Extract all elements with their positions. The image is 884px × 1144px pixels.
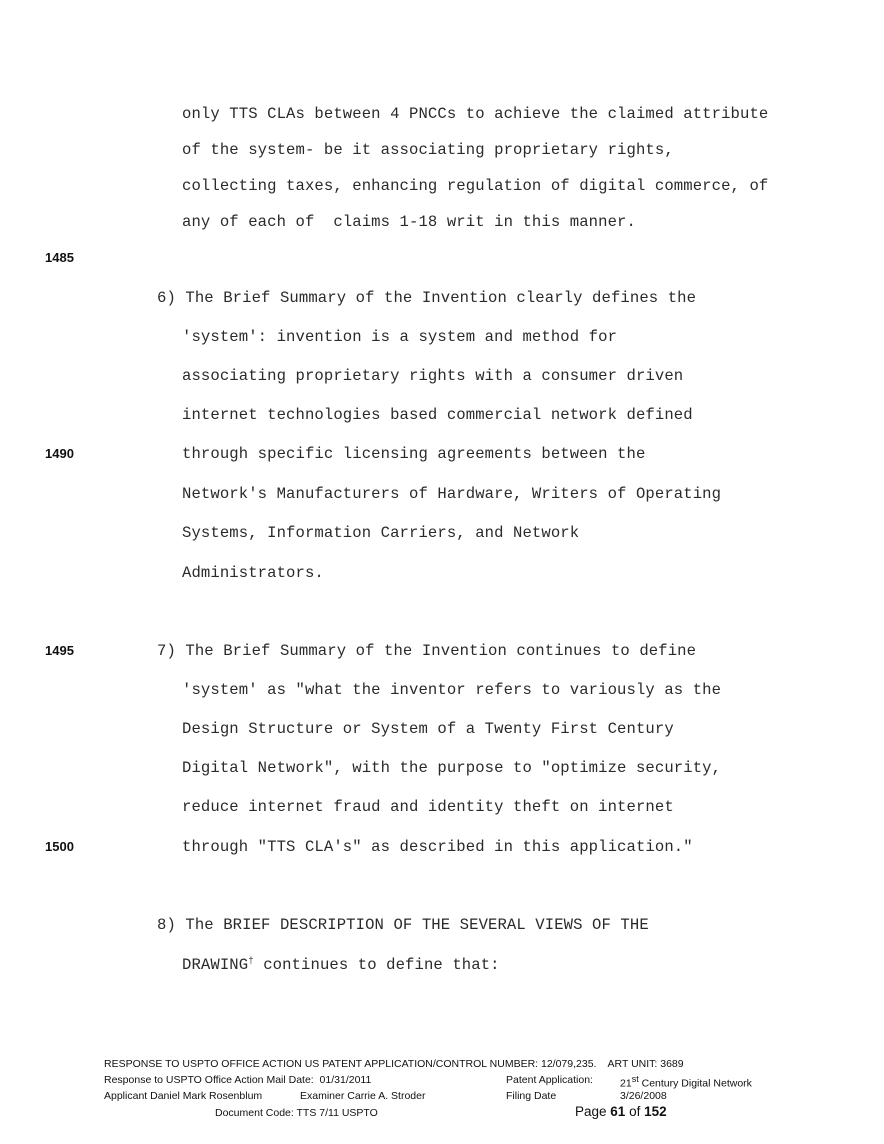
body-line: Design Structure or System of a Twenty First Century [182,720,674,738]
footer-examiner: Examiner Carrie A. Stroder [300,1090,426,1102]
body-line: associating proprietary rights with a consumer driven [182,367,684,385]
body-line: of the system- be it associating proprietary rights, [182,141,674,159]
century-suffix: st [631,1074,639,1084]
body-line: 7) The Brief Summary of the Invention continues to define [157,642,697,660]
body-line: reduce internet fraud and identity theft on internet [182,798,674,816]
body-line: any of each of claims 1-18 writ in this manner. [182,213,636,231]
body-line: internet technologies based commercial network defined [182,406,693,424]
page-number: 61 [610,1104,626,1119]
footer-filing-date: 3/26/2008 [620,1090,667,1102]
page-total: 152 [644,1104,667,1119]
body-line [182,956,500,974]
body-line: 'system': invention is a system and method for [182,328,618,346]
body-line: through specific licensing agreements between the [182,445,646,463]
body-line: Digital Network", with the purpose to "optimize security, [182,759,722,777]
body-line: 'system' as "what the inventor refers to variously as the [182,681,722,699]
century-rest: Century Digital Network [638,1077,752,1090]
line-number: 1500 [45,839,74,854]
footer-applicant: Applicant Daniel Mark Rosenblum [104,1090,263,1102]
body-line: Administrators. [182,564,324,582]
drawing-continuation: continues to define that: [253,956,500,975]
body-line: only TTS CLAs between 4 PNCCs to achieve the claimed attribute [182,105,769,123]
body-line: collecting taxes, enhancing regulation of digital commerce, of [182,177,769,195]
footer-line-1: RESPONSE TO USPTO OFFICE ACTION US PATENT APPLICATION/CONTROL NUMBER: 12/079,235. ART UNIT: 3689 [104,1058,684,1070]
page-label: Page [575,1104,611,1119]
footer-patent-title [620,1074,752,1090]
line-number: 1495 [45,643,74,658]
body-line: Systems, Information Carriers, and Network [182,524,580,542]
footer-patent-label: Patent Application: [506,1074,593,1086]
dagger-mark: † [248,956,254,966]
line-number: 1485 [45,250,74,265]
line-number: 1490 [45,446,74,461]
footer-doc-code: Document Code: TTS 7/11 USPTO [215,1107,378,1119]
body-line: 8) The BRIEF DESCRIPTION OF THE SEVERAL VIEWS OF THE [157,916,649,934]
footer-filing-label: Filing Date [506,1090,557,1102]
century-number: 21 [620,1077,632,1090]
page-indicator [575,1104,667,1119]
body-line: Network's Manufacturers of Hardware, Writers of Operating [182,485,722,503]
body-line: through "TTS CLA's" as described in this application." [182,838,693,856]
page-of: of [625,1104,645,1119]
body-line: 6) The Brief Summary of the Invention clearly defines the [157,289,697,307]
footer-mail-date: Response to USPTO Office Action Mail Date: 01/31/2011 [104,1074,372,1086]
drawing-word: DRAWING [182,956,249,975]
